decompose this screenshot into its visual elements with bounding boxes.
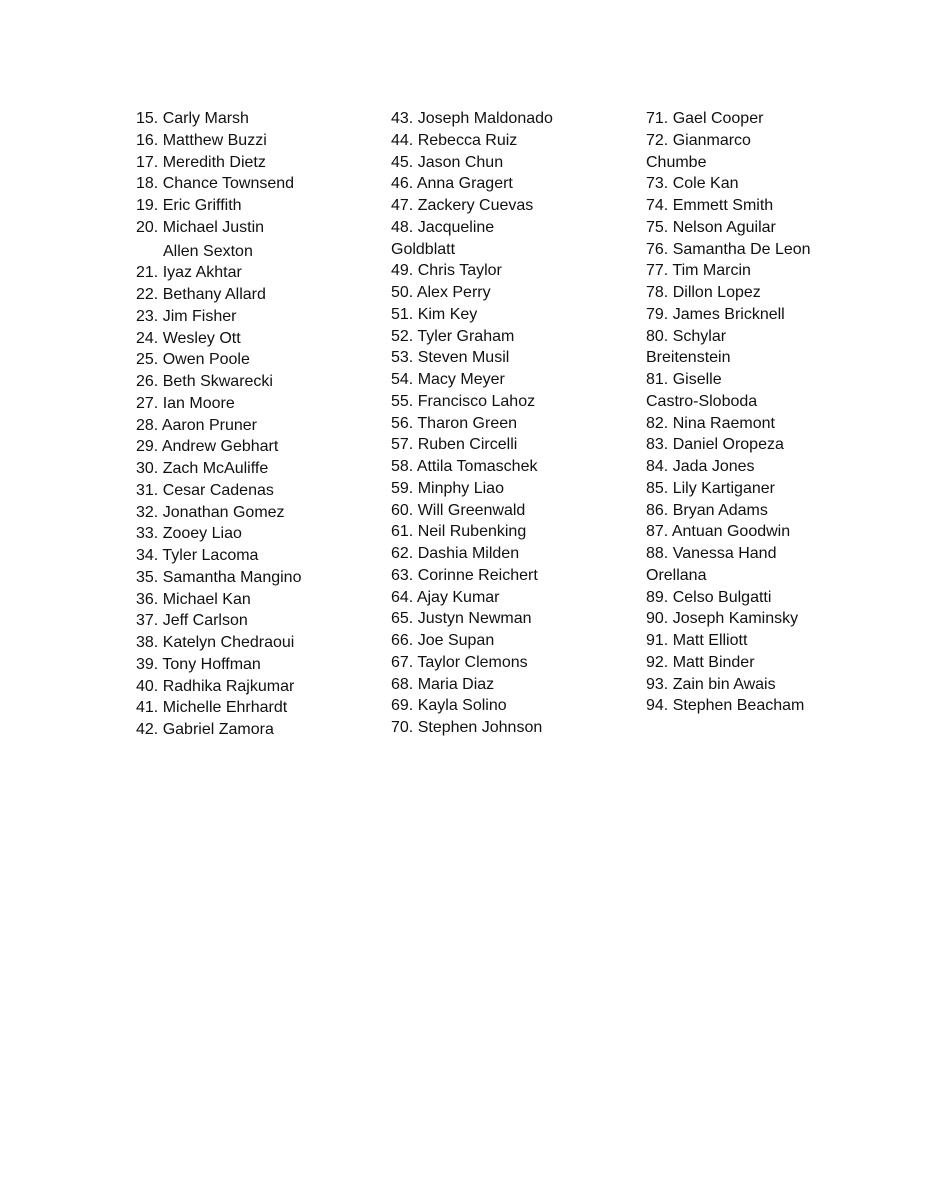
list-item-number: 22. <box>136 286 159 303</box>
list-item <box>136 371 376 393</box>
list-item <box>646 260 906 282</box>
list-item-number: 65. <box>391 610 414 628</box>
list-item-name: Jacqueline <box>417 218 495 236</box>
list-item-number: 30. <box>136 460 159 477</box>
list-item-name: Stephen Beacham <box>672 697 805 715</box>
list-item <box>136 130 376 152</box>
list-item-number: 87. <box>646 523 669 541</box>
list-item-name: Cesar Cadenas <box>162 481 274 499</box>
list-item-name: Samantha De Leon <box>672 240 811 258</box>
list-item-name: Samantha Mangino <box>162 568 302 586</box>
list-item-number: 54. <box>391 371 414 388</box>
list-item-name: Gabriel Zamora <box>162 721 274 738</box>
list-item <box>391 347 631 369</box>
list-item-name: Michael Kan <box>162 590 251 608</box>
list-item-name: Corinne Reichert <box>417 566 538 584</box>
list-item <box>391 456 631 478</box>
list-item <box>646 478 906 500</box>
list-item <box>136 262 376 284</box>
list-item-name: Radhika Rajkumar <box>162 677 295 695</box>
list-item-number: 27. <box>136 394 159 412</box>
list-item <box>646 500 906 522</box>
list-item <box>391 173 631 195</box>
list-item-name: Jason Chun <box>417 153 504 171</box>
list-item-name: Owen Poole <box>162 351 250 369</box>
list-item <box>136 284 376 306</box>
list-item-number: 94. <box>646 697 669 715</box>
list-item-name: Dillon Lopez <box>672 284 761 301</box>
list-item <box>391 260 631 282</box>
list-item-number: 80. <box>646 327 669 345</box>
list-item-name: Wesley Ott <box>162 329 241 347</box>
list-item-name: Joseph Maldonado <box>417 110 553 127</box>
list-item-name: Matt Elliott <box>672 632 748 649</box>
list-item-name: Jonathan Gomez <box>162 503 285 521</box>
list-item <box>136 108 376 130</box>
list-item-number: 73. <box>646 175 669 193</box>
list-item-name: Chris Taylor <box>417 262 502 280</box>
list-item-name: Attila Tomaschek <box>416 458 538 475</box>
list-item-number: 53. <box>391 349 414 367</box>
list-item-name: Katelyn Chedraoui <box>162 634 295 651</box>
list-item-name: Jim Fisher <box>162 307 237 325</box>
list-item-name: Iyaz Akhtar <box>162 264 242 282</box>
list-item-number: 19. <box>136 197 159 214</box>
list-item-number: 40. <box>136 677 159 695</box>
list-item <box>391 434 631 456</box>
list-item-name: Giselle <box>672 371 722 388</box>
list-item-name: Matt Binder <box>672 653 755 671</box>
list-item <box>136 349 376 371</box>
list-item-number: 68. <box>391 675 414 693</box>
list-item <box>391 521 631 543</box>
list-item-number: 81. <box>646 371 669 388</box>
list-item <box>391 391 631 413</box>
list-item <box>391 304 631 326</box>
list-item-name: Eric Griffith <box>162 197 242 214</box>
list-item <box>136 415 376 437</box>
list-item-name-continuation: Allen Sexton <box>163 242 253 260</box>
list-item-number: 88. <box>646 545 669 562</box>
list-item-name-continuation: Breitenstein <box>646 349 731 367</box>
list-item-number: 85. <box>646 479 669 497</box>
list-item <box>136 567 376 589</box>
list-item <box>646 630 906 652</box>
list-item-name: Bethany Allard <box>162 286 266 303</box>
list-item-name: Anna Gragert <box>416 175 513 193</box>
list-item-number: 84. <box>646 458 669 475</box>
list-item <box>646 587 906 609</box>
list-item <box>391 413 631 435</box>
list-item-number: 21. <box>136 264 159 282</box>
list-item-name: Francisco Lahoz <box>417 392 536 410</box>
list-item-number: 45. <box>391 153 414 171</box>
list-item-number: 47. <box>391 197 414 214</box>
list-item <box>136 436 376 458</box>
list-item-number: 58. <box>391 458 414 475</box>
list-item-number: 55. <box>391 392 414 410</box>
list-item-name: Antuan Goodwin <box>671 523 791 541</box>
name-list-column-2 <box>391 108 631 739</box>
list-item <box>646 108 906 130</box>
list-item-number: 75. <box>646 218 669 236</box>
list-item-number: 71. <box>646 110 669 127</box>
list-item <box>646 282 906 304</box>
list-item <box>136 523 376 545</box>
list-item-name: Daniel Oropeza <box>672 436 784 454</box>
list-item-number: 69. <box>391 697 414 715</box>
list-item-name: Steven Musil <box>417 349 510 367</box>
list-item-number: 43. <box>391 110 414 127</box>
list-item-number: 48. <box>391 218 414 236</box>
list-item-number: 91. <box>646 632 669 649</box>
list-item-number: 83. <box>646 436 669 454</box>
list-item <box>136 328 376 350</box>
list-item-name: Nina Raemont <box>672 414 775 432</box>
list-item <box>646 456 906 478</box>
list-item-number: 50. <box>391 284 414 301</box>
list-item <box>646 195 906 217</box>
list-item-name: Michelle Ehrhardt <box>162 699 288 717</box>
list-item <box>136 545 376 567</box>
list-item <box>646 608 906 630</box>
list-item <box>391 630 631 652</box>
list-item <box>391 608 631 630</box>
list-item-number: 62. <box>391 545 414 562</box>
list-item <box>646 434 906 456</box>
list-item <box>391 195 631 217</box>
list-item-name: Taylor Clemons <box>417 653 528 671</box>
list-item-name-continuation: Chumbe <box>646 153 707 171</box>
list-item-name: James Bricknell <box>672 305 785 323</box>
list-item-name: Justyn Newman <box>417 610 532 628</box>
list-item <box>646 521 906 543</box>
list-item <box>646 173 906 195</box>
list-item-number: 18. <box>136 175 159 193</box>
list-item <box>391 108 631 130</box>
list-item-number: 46. <box>391 175 414 193</box>
list-item-name: Cole Kan <box>672 175 739 193</box>
list-item-name: Neil Rubenking <box>417 523 527 541</box>
list-item-number: 36. <box>136 590 159 608</box>
list-item-number: 70. <box>391 719 414 736</box>
list-item-name: Dashia Milden <box>417 545 520 562</box>
list-item-name-continuation: Orellana <box>646 566 707 584</box>
list-item <box>646 130 906 174</box>
list-item-name: Zooey Liao <box>162 525 242 543</box>
list-item-name: Bryan Adams <box>672 501 768 519</box>
list-item <box>136 589 376 611</box>
list-item <box>391 717 631 739</box>
list-item <box>646 369 906 413</box>
list-item <box>646 695 906 717</box>
list-item <box>646 543 906 587</box>
list-item-number: 64. <box>391 588 414 606</box>
list-item <box>391 543 631 565</box>
list-item <box>646 304 906 326</box>
list-item-number: 76. <box>646 240 669 258</box>
list-item-number: 16. <box>136 131 159 149</box>
list-item-name: Rebecca Ruiz <box>417 131 518 149</box>
list-item-number: 39. <box>136 655 159 673</box>
list-item <box>391 500 631 522</box>
list-item-number: 41. <box>136 699 159 717</box>
list-item-name: Lily Kartiganer <box>672 479 775 497</box>
list-item-name: Celso Bulgatti <box>672 588 772 606</box>
list-item-name-continuation: Castro-Sloboda <box>646 392 758 410</box>
list-item-name: Tyler Lacoma <box>162 547 259 564</box>
list-item-name: Kayla Solino <box>417 697 507 715</box>
list-item-name: Stephen Johnson <box>417 719 543 736</box>
list-item <box>646 652 906 674</box>
list-item-name: Emmett Smith <box>672 197 774 214</box>
list-item-number: 59. <box>391 479 414 497</box>
list-item-name: Andrew Gebhart <box>161 438 279 456</box>
list-item-number: 29. <box>136 438 159 456</box>
list-item <box>136 458 376 480</box>
list-item-name: Schylar <box>672 327 727 345</box>
list-item-number: 23. <box>136 307 159 325</box>
list-item-name: Carly Marsh <box>162 110 249 127</box>
list-item-name: Zackery Cuevas <box>417 197 534 214</box>
list-item <box>136 697 376 719</box>
list-item-name: Zach McAuliffe <box>162 460 269 477</box>
list-item <box>646 674 906 696</box>
list-item-number: 78. <box>646 284 669 301</box>
list-item-number: 52. <box>391 327 414 345</box>
list-item-number: 42. <box>136 721 159 738</box>
list-item <box>136 480 376 502</box>
list-item <box>136 502 376 524</box>
list-item-name: Ajay Kumar <box>416 588 500 606</box>
list-item <box>646 217 906 239</box>
list-item-name: Chance Townsend <box>162 175 295 193</box>
list-item-number: 60. <box>391 501 414 519</box>
list-item-number: 33. <box>136 525 159 543</box>
name-list-column-1 <box>136 108 376 741</box>
list-item-name: Tyler Graham <box>417 327 515 345</box>
list-item-number: 79. <box>646 305 669 323</box>
list-item <box>646 413 906 435</box>
list-item <box>391 326 631 348</box>
list-item-name: Joe Supan <box>417 632 495 649</box>
list-item-number: 32. <box>136 503 159 521</box>
list-item-number: 77. <box>646 262 669 280</box>
list-item-number: 66. <box>391 632 414 649</box>
list-item-number: 44. <box>391 131 414 149</box>
list-item <box>136 610 376 632</box>
list-item-number: 89. <box>646 588 669 606</box>
list-item-name: Tim Marcin <box>672 262 751 280</box>
list-item <box>391 130 631 152</box>
list-item <box>136 393 376 415</box>
list-item-name: Alex Perry <box>416 284 491 301</box>
list-item <box>136 654 376 676</box>
list-item-name: Tony Hoffman <box>162 655 261 673</box>
list-item-number: 61. <box>391 523 414 541</box>
list-item-number: 93. <box>646 675 669 693</box>
list-item <box>391 369 631 391</box>
list-item-number: 74. <box>646 197 669 214</box>
list-item <box>136 676 376 698</box>
list-item-number: 49. <box>391 262 414 280</box>
list-item-number: 92. <box>646 653 669 671</box>
list-item <box>136 173 376 195</box>
list-item <box>391 217 631 261</box>
list-item-name: Maria Diaz <box>417 675 495 693</box>
list-item-name: Kim Key <box>417 305 478 323</box>
list-item <box>136 719 376 741</box>
list-item-number: 35. <box>136 568 159 586</box>
list-item-number: 20. <box>136 218 159 236</box>
list-item-number: 24. <box>136 329 159 347</box>
list-item-name: Macy Meyer <box>417 371 505 388</box>
list-item-name: Gianmarco <box>672 131 751 149</box>
list-item <box>391 652 631 674</box>
list-item-name: Will Greenwald <box>417 501 526 519</box>
list-item-number: 51. <box>391 305 414 323</box>
list-item-number: 67. <box>391 653 414 671</box>
list-item-name: Jeff Carlson <box>162 612 248 630</box>
list-item-number: 28. <box>136 416 159 434</box>
list-item <box>391 152 631 174</box>
list-item-number: 26. <box>136 373 159 390</box>
list-item <box>391 695 631 717</box>
list-item-name: Gael Cooper <box>672 110 764 127</box>
list-item-name: Tharon Green <box>417 414 518 432</box>
list-item-name: Michael Justin <box>162 218 265 236</box>
list-item-name: Aaron Pruner <box>161 416 257 434</box>
list-item-name: Nelson Aguilar <box>672 218 776 236</box>
list-item <box>136 195 376 217</box>
list-item-name: Ian Moore <box>162 394 235 412</box>
list-item-number: 37. <box>136 612 159 630</box>
list-item-name-continuation: Goldblatt <box>391 240 456 258</box>
list-item-number: 34. <box>136 547 159 564</box>
list-item <box>136 217 376 263</box>
list-item-number: 17. <box>136 153 159 171</box>
list-item <box>391 674 631 696</box>
list-item <box>391 587 631 609</box>
list-item <box>136 306 376 328</box>
list-item-name: Joseph Kaminsky <box>672 610 799 628</box>
list-item-number: 72. <box>646 131 669 149</box>
list-item-name: Vanessa Hand <box>672 545 777 562</box>
list-item <box>391 565 631 587</box>
list-item-name: Ruben Circelli <box>417 436 518 454</box>
list-item-number: 86. <box>646 501 669 519</box>
list-item-number: 82. <box>646 414 669 432</box>
list-item <box>136 152 376 174</box>
list-item-name: Beth Skwarecki <box>162 373 273 390</box>
list-item-number: 56. <box>391 414 414 432</box>
list-item-number: 31. <box>136 481 159 499</box>
list-item <box>646 239 906 261</box>
list-item <box>391 478 631 500</box>
list-item <box>391 282 631 304</box>
list-item-number: 57. <box>391 436 414 454</box>
list-item-name: Zain bin Awais <box>672 675 776 693</box>
list-item-number: 63. <box>391 566 414 584</box>
list-item-name: Minphy Liao <box>417 479 504 497</box>
list-item <box>136 632 376 654</box>
list-item-name: Jada Jones <box>672 458 755 475</box>
list-item-number: 15. <box>136 110 159 127</box>
list-item-number: 90. <box>646 610 669 628</box>
list-item-number: 25. <box>136 351 159 369</box>
list-item <box>646 326 906 370</box>
list-item-name: Matthew Buzzi <box>162 131 267 149</box>
list-item-number: 38. <box>136 634 159 651</box>
list-item-name: Meredith Dietz <box>162 153 266 171</box>
name-list-column-3 <box>646 108 906 717</box>
